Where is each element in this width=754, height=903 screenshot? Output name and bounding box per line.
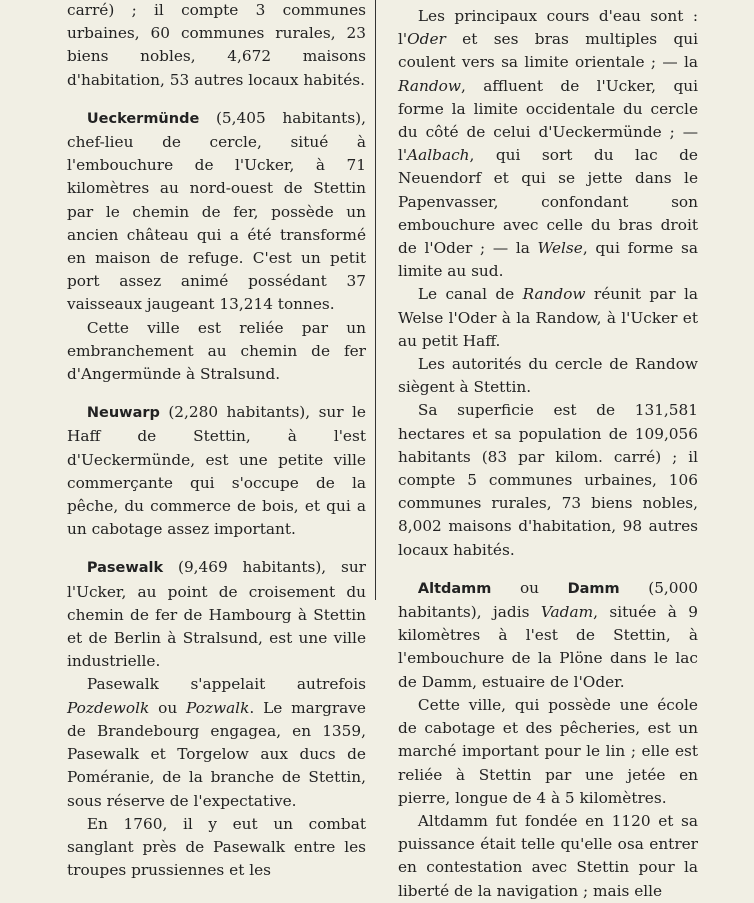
place-heading-altdamm: Altdamm <box>417 580 492 597</box>
paragraph-altdamm-commerce: Cette ville, qui possède une école de cabotage et des pêcheries, est un marché important pour le lin ; elle est reliée à Stettin par une jetée en pierre, longue de 4 à 5 kilomètres. <box>398 695 698 807</box>
paragraph-area: Sa superficie est de 131,581 hectares et sa population de 109,056 habitants (83 par kilom. carré) ; il compte 5 communes urbaines, 106 communes rurales, 73 biens nobles, 8,002 maisons d'habitation, 98 autres locaux habités. <box>398 401 698 559</box>
left-column <box>67 0 366 880</box>
place-heading-neuwarp: Neuwarp <box>86 405 160 422</box>
paragraph-pasewalk: Pasewalk (9,469 habitants), sur l'Ucker, au point de croisement du chemin de fer de Hambourg à Stettin et de Berlin à Stralsund, est une ville industrielle. <box>67 558 366 671</box>
place-heading-ueckermunde: Ueckermünde <box>86 110 200 127</box>
paragraph-watercourses: Les principaux cours d'eau sont : l'Oder et ses bras multiples qui coulent vers sa limite orientale ; — la Randow, affluent de l'Ucker, qui forme la limite occidentale du cercle du côté de celui d'Ueckermünde ; — l'Aalbach, qui sort du lac de Neuendorf et qui se jette dans le Papenvasser, confondant son embouchure avec celle du bras droit de l'Oder ; — la Welse, qui forme sa limite au sud. <box>398 7 698 281</box>
paragraph-railway: Cette ville est reliée par un embranchement au chemin de fer d'Angermünde à Stralsund. <box>67 318 366 384</box>
place-heading-pasewalk: Pasewalk <box>86 560 164 577</box>
right-column <box>398 5 698 900</box>
paragraph-altdamm-history: Altdamm fut fondée en 1120 et sa puissance était telle qu'elle osa entrer en contestation avec Stettin pour la liberté de la navigation ; mais elle <box>398 811 698 900</box>
paragraph-1760: En 1760, il y eut un combat sanglant près de Pasewalk entre les troupes prussiennes et les <box>67 814 366 880</box>
paragraph-canal: Le canal de Randow réunit par la Welse l'Oder à la Randow, à l'Ucker et au petit Haff. <box>398 285 698 350</box>
paragraph-ueckermunde: Ueckermünde (5,405 habitants), chef-lieu de cercle, situé à l'embouchure de l'Ucker, à 71 kilomètres au nord-ouest de Stettin par le chemin de fer, possède un ancien château qui a été transformé en maison de refuge. C'est un petit port assez animé possédant 37 vaisseaux jaugeant 13,214 tonnes. <box>67 108 366 314</box>
paragraph-pasewalk-history: Pasewalk s'appelait autrefois Pozdewolk ou Pozwalk. Le margrave de Brandebourg engagea, en 1359, Pasewalk et Torgelow aux ducs de Poméranie, de la branche de Stettin, sous réserve de l'expectative. <box>67 675 366 810</box>
paragraph-authorities: Les autorités du cercle de Randow siègent à Stettin. <box>398 355 698 397</box>
paragraph-randow-end: carré) ; il compte 3 communes urbaines, 60 communes rurales, 23 biens nobles, 4,672 maisons d'habitation, 53 autres locaux habités. <box>67 1 366 89</box>
column-divider <box>375 0 376 600</box>
paragraph-altdamm: Altdamm ou Damm (5,000 habitants), jadis Vadam, située à 9 kilomètres à l'est de Stettin, à l'embouchure de la Plöne dans le lac de Damm, estuaire de l'Oder. <box>398 578 698 691</box>
place-heading-damm: Damm <box>567 580 620 597</box>
paragraph-neuwarp: Neuwarp (2,280 habitants), sur le Haff de Stettin, à l'est d'Ueckermünde, est une petite ville commerçante qui s'occupe de la pêche, du commerce de bois, et qui a un cabotage assez important. <box>67 403 366 539</box>
